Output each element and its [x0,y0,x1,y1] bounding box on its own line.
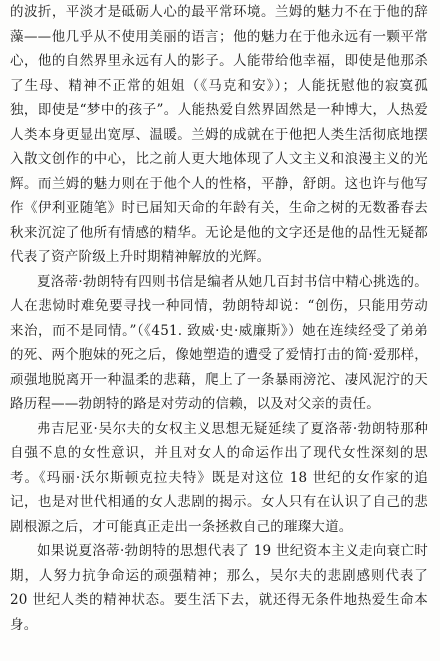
paragraph-lamb-continuation: 的波折，平淡才是砥砺人心的最平常环境。兰姆的魅力不在于他的辞藻——他几乎从不使用美丽的语言；他的魅力在于他永远有一颗平常心，他的自然界里永远有人的影子。人能带给他幸福，即使是他那杀了生母、精神不正常的姐姐（《马克和安》）；人能抚慰他的寂寞孤独，即使是“梦中的孩子”。人能热爱自然界固然是一种博大，人热爱人类本身更显出宽厚、温暖。兰姆的成就在于他把人类生活彻底地摆入散文创作的中心，比之前人更大地体现了人文主义和浪漫主义的光辉。而兰姆的魅力则在于他个人的性格，平静，舒朗。这也许与他写作《伊利亚随笔》时已届知天命的年龄有关，生命之树的无数番春去秋来沉淀了他所有情感的精华。无论是他的文字还是他的品性无疑都代表了资产阶级上升时期精神解放的光辉。 [10,4,428,265]
paragraph-charlotte-bronte: 夏洛蒂·勃朗特有四则书信是编者从她几百封书信中精心挑选的。人在悲恸时难免要寻找一种同情，勃朗特却说：“创伤，只能用劳动来治，而不是同情。”（《451. 致威·史·威廉斯》）她在连续经受了弟弟的死、两个胞妹的死之后，像她塑造的遭受了爱情打击的简·爱那样，顽强地脱离开一种温柔的悲藉，爬上了一条暴雨滂沱、凄风泥泞的天路历程——勃朗特的路是对劳动的信赖，以及对父亲的责任。 [10,273,428,412]
paragraph-virginia-woolf: 弗吉尼亚·吴尔夫的女权主义思想无疑延续了夏洛蒂·勃朗特那种自强不息的女性意识，并且对女人的命运作出了现代女性深刻的思考。《玛丽·沃尔斯顿克拉夫特》既是对这位 18 世纪的女作家的追记，也是对世代相通的女人悲剧的揭示。女人只有在认识了自己的悲剧根源之后，才可能真正走出一条拯救自己的璀璨大道。 [10,420,428,535]
paragraph-conclusion: 如果说夏洛蒂·勃朗特的思想代表了 19 世纪资本主义走向衰亡时期，人努力抗争命运的顽强精神；那么，吴尔夫的悲剧感则代表了 20 世纪人类的精神状态。要生活下去，就还得无条件地热爱生命本身。 [10,543,428,633]
body-text [10,0,428,637]
